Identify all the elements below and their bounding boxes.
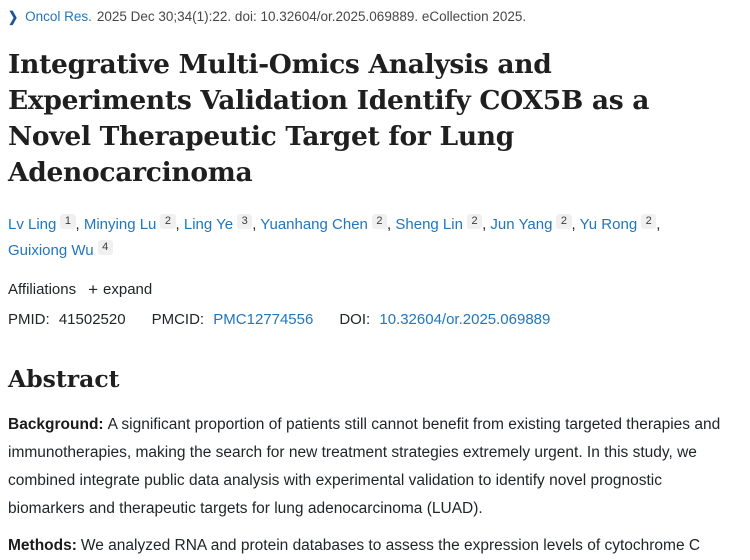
pmcid-label: PMCID: [151, 311, 205, 328]
author-affiliation-badge: 1 [60, 214, 75, 229]
author-affiliation-badge: 3 [237, 214, 252, 229]
doi-group [339, 309, 550, 330]
citation-details: 2025 Dec 30;34(1):22. doi: 10.32604/or.2025.069889. eCollection 2025. [96, 9, 527, 24]
author-link[interactable]: Yuanhang Chen [260, 216, 368, 233]
affiliations-row [8, 279, 740, 300]
affiliations-label: Affiliations [8, 281, 77, 298]
identifiers-row [8, 309, 740, 330]
expand-label: expand [103, 281, 153, 298]
author-link[interactable]: Yu Rong [579, 216, 638, 233]
doi-link[interactable]: 10.32604/or.2025.069889 [379, 311, 551, 328]
journal-link[interactable]: Oncol Res. [25, 9, 92, 24]
abstract-heading: Abstract [8, 365, 120, 393]
pmid-value: 41502520 [58, 311, 126, 328]
abstract-background-paragraph [8, 411, 740, 523]
methods-label: Methods: [8, 537, 77, 554]
author-link[interactable]: Lv Ling [8, 216, 57, 233]
author-link[interactable]: Sheng Lin [395, 216, 463, 233]
author-link[interactable]: Jun Yang [490, 216, 553, 233]
author-affiliation-badge: 2 [556, 214, 571, 229]
chevron-right-icon: ❯ [8, 8, 19, 26]
methods-text: We analyzed RNA and protein databases to assess the expression levels of cytochrome C [80, 537, 701, 554]
pmcid-group [152, 309, 314, 330]
author-link[interactable]: Ling Ye [183, 216, 234, 233]
author-link[interactable]: Guixiong Wu [8, 242, 94, 259]
author-affiliation-badge: 2 [641, 214, 656, 229]
author-affiliation-badge: 2 [372, 214, 387, 229]
author-affiliation-badge: 2 [467, 214, 482, 229]
author-list [8, 212, 708, 264]
author-separator: , [656, 216, 661, 233]
pmid-group [8, 309, 126, 330]
author-separator: , [387, 216, 396, 233]
citation-row [8, 8, 740, 26]
article-title: Integrative Multi-Omics Analysis and Experiments Validation Identify COX5B as a Novel Therapeutic Target for Lung Adenocarcinoma [8, 49, 650, 188]
pmcid-link[interactable]: PMC12774556 [213, 311, 314, 328]
abstract-methods-paragraph [8, 532, 740, 560]
plus-icon: + [88, 279, 99, 299]
author-separator: , [252, 216, 261, 233]
expand-affiliations-button[interactable] [88, 280, 152, 300]
author-separator: , [75, 216, 84, 233]
author-separator: , [571, 216, 580, 233]
author-link[interactable]: Minying Lu [83, 216, 157, 233]
background-label: Background: [8, 416, 104, 433]
doi-label: DOI: [339, 311, 371, 328]
author-affiliation-badge: 4 [98, 240, 113, 255]
author-separator: , [482, 216, 491, 233]
background-text: A significant proportion of patients still cannot benefit from existing targeted therapies and immunotherapies, making the search for new treatment strategies extremely urgent. In this study, we combined integrate public data analysis with experimental validation to identify novel prognostic biomarkers and therapeutic targets for lung adenocarcinoma (LUAD). [8, 416, 721, 517]
pmid-label: PMID: [8, 311, 50, 328]
author-affiliation-badge: 2 [160, 214, 175, 229]
author-separator: , [175, 216, 184, 233]
